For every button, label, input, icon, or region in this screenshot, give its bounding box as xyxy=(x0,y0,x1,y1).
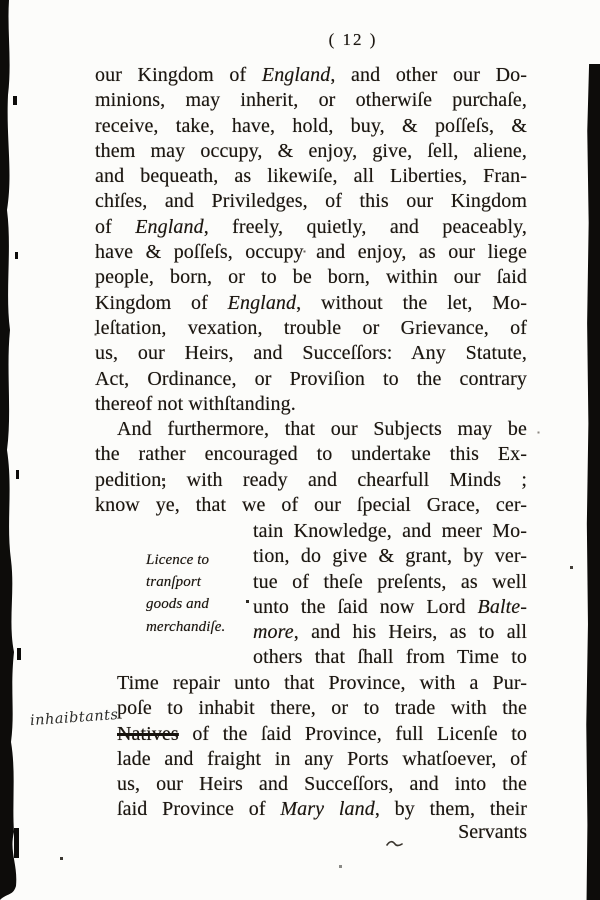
text-line: the rather encouraged to undertake this Ex- xyxy=(95,443,527,466)
body-paragraph-2-lower xyxy=(117,671,527,823)
text-line: us, our Heirs, and Succeſſors: Any Statute, xyxy=(95,342,527,365)
text-line: Kingdom of England, without the let, Mo- xyxy=(95,291,527,314)
margin-note xyxy=(146,549,256,638)
text-line: merchandiſe. xyxy=(146,618,226,635)
text-line: Time repair unto that Province, with a Pur- xyxy=(117,672,527,694)
scan-edge-right xyxy=(586,64,600,900)
handwritten-annotation: inhaibtants xyxy=(29,706,119,730)
text-line: pedition, with ready and chearfull Minds ; xyxy=(95,468,527,491)
text-line: us, our Heirs and Succeſſors, and into the xyxy=(117,773,527,796)
scan-edge-left xyxy=(0,0,24,900)
text-line: tranſport xyxy=(146,574,202,591)
text-line: tion, do give & grant, by ver- xyxy=(253,545,527,568)
text-line: our Kingdom of England, and other our Do- xyxy=(95,64,527,86)
text-line: tain Knowledge, and meer Mo- xyxy=(253,520,527,542)
text-line: them may occupy, & enjoy, give, ſell, aliene, xyxy=(95,139,527,162)
text-line: goods and xyxy=(146,596,209,613)
body-paragraph-1 xyxy=(95,63,527,417)
text-line: poſe to inhabit there, or to trade with the xyxy=(117,697,527,720)
catchword: Servants xyxy=(458,821,527,843)
body-paragraph-2 xyxy=(95,417,527,518)
text-line: receive, take, have, hold, buy, & poſſeſs, & xyxy=(95,114,527,137)
text-line: more, and his Heirs, as to all xyxy=(253,621,527,644)
text-line: thereof not withſtanding. xyxy=(95,392,296,415)
text-line: And furthermore, that our Subjects may be xyxy=(117,418,527,440)
text-line: know ye, that we of our ſpecial Grace, cer- xyxy=(95,493,527,516)
scan-noise-specks xyxy=(0,0,1,1)
text-line: people, born, or to be born, within our ſaid xyxy=(95,266,527,289)
text-line: Act, Ordinance, or Proviſion to the contrary xyxy=(95,367,527,390)
page-number: ( 12 ) xyxy=(328,30,378,49)
text-line: unto the ſaid now Lord Balte- xyxy=(253,595,527,618)
text-line: others that ſhall from Time to xyxy=(253,646,527,669)
text-line: have & poſſeſs, occupy and enjoy, as our liege xyxy=(95,241,527,264)
text-line: minions, may inherit, or otherwiſe purchaſe, xyxy=(95,89,527,112)
text-line: chiſes, and Priviledges, of this our Kingdom xyxy=(95,190,527,213)
text-line: leſtation, vexation, trouble or Grievance, of xyxy=(95,316,527,339)
body-paragraph-2-inset xyxy=(253,519,527,671)
text-line: tue of theſe preſents, as well xyxy=(253,570,527,593)
text-line: ſaid Province of Mary land, by them, their xyxy=(117,798,528,821)
text-line: Licence to xyxy=(146,552,210,568)
text-line: and bequeath, as likewiſe, all Liberties, Fran- xyxy=(95,165,527,188)
text-line: lade and fraight in any Ports whatſoever, of xyxy=(117,747,527,770)
text-line: Natives of the ſaid Province, full Licenſe to xyxy=(117,722,527,745)
text-line: of England, freely, quietly, and peaceably, xyxy=(95,215,527,238)
